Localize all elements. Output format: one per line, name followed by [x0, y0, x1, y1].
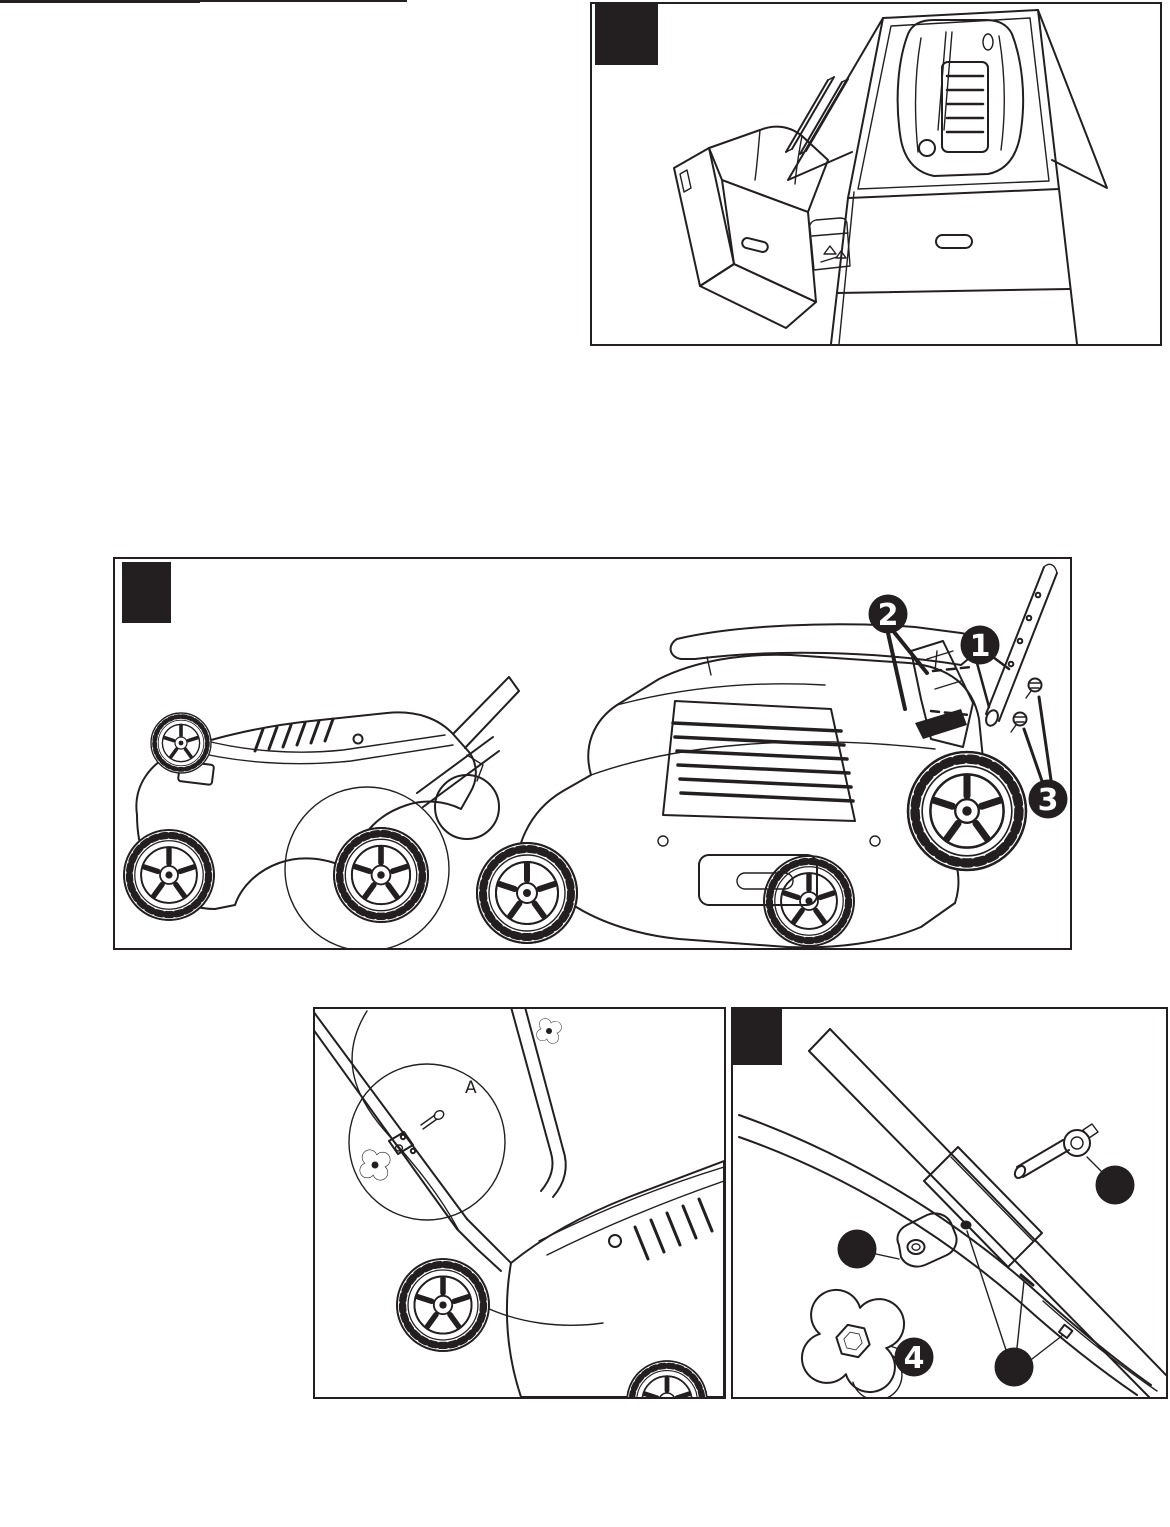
mower-rear-illustration	[477, 624, 1026, 947]
figure-hardware-exploded	[731, 1007, 1168, 1399]
lower-handle-figure-art	[115, 559, 1070, 948]
mower-top-view-illustration	[898, 20, 1024, 176]
hardware-exploded-figure-art	[733, 1009, 1166, 1397]
callout-dot-bolt	[1087, 1157, 1135, 1205]
callout-3	[1024, 697, 1068, 819]
callout-dot-clamp	[838, 1230, 900, 1269]
figure-handle-knob-detail	[313, 1007, 726, 1399]
figure-unpacking	[590, 2, 1162, 346]
callout-3-number: 3	[1037, 783, 1059, 818]
handle-tubes-illustration	[786, 77, 848, 154]
grass-bag-assembly-illustration	[674, 127, 828, 328]
callout-4-number: 4	[903, 1341, 925, 1376]
heading-underline-2	[0, 0, 407, 2]
mower-front-illustration	[397, 1161, 724, 1397]
unpacking-figure-art	[592, 4, 1160, 344]
callout-2	[869, 595, 928, 710]
mower-folded-illustration	[124, 677, 519, 948]
callout-1-number: 1	[969, 629, 991, 664]
callout-2-number: 2	[877, 598, 899, 633]
detail-label-A: A	[465, 1078, 477, 1098]
handle-knob-figure-art	[315, 1009, 724, 1397]
bolts-illustration	[1011, 679, 1042, 733]
star-knob-illustration	[797, 1285, 908, 1397]
figure-lower-handle-install	[113, 557, 1072, 950]
carton-with-mower-illustration	[788, 10, 1107, 344]
upper-handle-bar-illustration	[809, 1029, 1166, 1397]
carriage-bolt-illustration	[1013, 1124, 1098, 1180]
detail-circle-A	[349, 1064, 505, 1220]
